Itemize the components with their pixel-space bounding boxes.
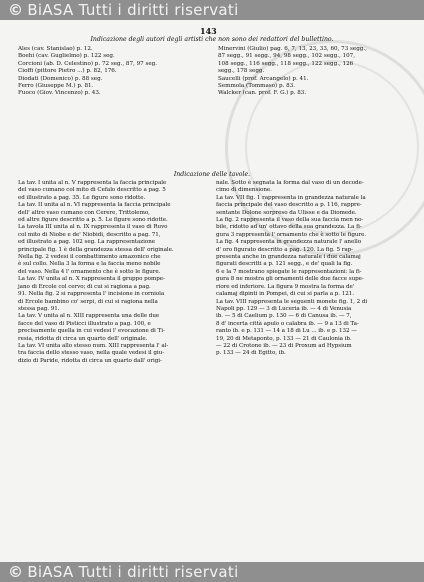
text-line: del vaso cumano col mito di Cefalo descritto a pag. 5 (18, 187, 166, 194)
index-entry: Minervini (Giulio) pag. 6, 7, 13, 23, 33, 60, 73 segg., (218, 46, 367, 52)
watermark-banner-top (0, 0, 424, 20)
text-line: presenta anche in grandezza naturale i due calamaj (216, 254, 361, 261)
text-line: sentante Dolone sorpreso da Ulisse e da Diomede. (216, 209, 357, 216)
index-entry: Boehi (cav. Guglielmo) p. 122 seg. (18, 53, 115, 60)
text-line: La fig. 4 rappresenta in grandezza naturale l' anello (216, 239, 362, 246)
watermark-text: BiASA Tutti i diritti riservati (27, 1, 239, 19)
text-line: nale. Sotto è segnata la forma dal vaso di un decode- (216, 180, 364, 186)
plates-text-right-column (216, 180, 412, 358)
index-entry: Ales (cav. Stanislao) p. 12. (18, 46, 93, 52)
text-line: ib. — 5 di Caelium p. 130 — 6 di Canusa ib. — 7, (216, 313, 352, 320)
copyright-icon: © (8, 563, 24, 581)
copyright-icon: © (8, 1, 24, 19)
text-line: La tav. IV unita al n. X rappresenta il gruppo pompe- (18, 276, 165, 283)
text-line: La tavola III unita al n. IX rappresenta il vaso di Ruvo (18, 224, 168, 231)
text-line: di Ercole bambino co' serpi, di cui si ragiona nella (18, 298, 158, 305)
text-line: ed illustrato a pag. 102 seg. La rappresentazione (18, 239, 156, 246)
text-line: La fig. 2 rappresenta il vaso della sua faccia men no- (216, 217, 364, 224)
index-entry: Cioffi (pittore Pietro ...) p. 82, 176. (18, 68, 117, 75)
text-line: stessa pag. 91. (18, 305, 60, 312)
index-entry: Saucelli (prof. Arcangelo) p. 41. (218, 75, 309, 82)
index-entry: Semmola (Tommaso) p. 83. (218, 83, 296, 90)
text-line: ed altre figure descritto a p. 5. Le figure sono ridotte. (18, 217, 168, 224)
watermark-text: BiASA Tutti i diritti riservati (27, 563, 239, 581)
text-line: La tav. VII fig. 1 rappresenta in grandezza naturale la (216, 194, 366, 201)
text-line: del vaso. Nella 4 l' ornamento che è sotto le figure. (18, 268, 161, 275)
text-line: 19, 20 di Metaponto, p. 133 — 21 di Caulonia ib. (216, 335, 352, 342)
text-line: La tav. I unita al n. V rappresenta la faccia principale (18, 180, 167, 186)
author-index-left (18, 46, 208, 98)
text-line: — 22 di Crotone ib. — 23 di Proxum ad Hypsium (216, 342, 352, 349)
text-line: figurati descritti a p. 121 segg., e de' quali la fig. (216, 261, 353, 268)
text-line: ranto ib. e p. 131 — 14 a 18 di Lu ... ib. e p. 132 — (216, 328, 357, 335)
text-line: col mito di Niobe e de' Niobidi, descritto a pag. 71, (18, 231, 161, 238)
text-line: resia, ridotta di circa un quarto dell' originale. (18, 335, 148, 342)
text-line: p. 133 — 24 di Egitto, ib. (216, 350, 286, 357)
index-entry: Walcker (can. prof. F. G.) p. 83. (218, 90, 307, 97)
index-entry: segg., 178 segg. (218, 68, 265, 75)
text-line: facce del vaso di Pisticci illustrato a pag. 100, e (18, 320, 151, 327)
text-line: precisamente quella in cui vedesi l' evocazione di Ti- (18, 328, 165, 335)
text-line: cimo di dimensione. (216, 187, 272, 194)
text-line: Nella fig. 2 vedesi il combattimento amazonico che (18, 254, 161, 261)
author-index-right (218, 46, 413, 98)
text-line: dizio di Paride, ridotta di circa un quarto dall' origi- (18, 357, 162, 364)
index-entry: 108 segg., 116 segg., 118 segg., 122 segg., 126 (218, 60, 354, 67)
text-line: gura 3 rappresenta l' ornamento che è sotto le figure. (216, 231, 367, 238)
text-line: 6 e la 7 mostrano spiegate le rappresentazioni: la fi- (216, 268, 362, 275)
text-line: calamaj dipinti in Pompei, di cui si parla a p. 121. (216, 291, 355, 298)
index-heading: Indicazione degli autori degli artisti che non sono dei redattori del bullettino. (90, 36, 334, 43)
text-line: 8 d' incerta città apulo o calabra ib. — 9 a 13 di Ta- (216, 320, 359, 327)
plates-heading: Indicazione delle tavole. (173, 171, 251, 178)
index-entry: Diodati (Domenico) p. 88 seg. (18, 75, 103, 82)
text-line: bile, ridotto ad un' ottavo della sua grandezza. La fi- (216, 224, 362, 231)
plates-text-left-column (18, 180, 210, 365)
text-line: La tav. VIII rappresenta le seguenti monete fig. 1, 2 di (216, 298, 368, 305)
text-line: riore ed inferiore. La figura 9 mostra la forma de' (216, 283, 355, 290)
text-line: La tav. II unita al n. VI rappresenta la faccia principale (18, 202, 171, 209)
text-line: d' oro figurato descritto a pag. 120. La fig. 5 rap- (216, 246, 353, 253)
text-line: principale fig. 1 è della grandezza stessa dell' originale. (18, 246, 174, 253)
index-entry: Ferro (Giuseppe M.) p. 81. (18, 83, 94, 90)
text-line: 91. Nella fig. 2 si rappresenta l' incisione in corniola (18, 291, 165, 298)
index-entry: Corcioni (ab. D. Celestino) p. 72 seg., 87, 97 seg. (18, 60, 158, 67)
text-line: ed illustrato a pag. 35. Le figure sono ridotte. (18, 194, 146, 201)
text-line: gura 8 ne mostra gli ornamenti delle due facce supe- (216, 276, 364, 283)
text-line: La tav. V unita al n. XIII rappresenta una delle due (18, 313, 160, 320)
text-line: è sul collo. Nella 3 la forma e la faccia meno nobile (18, 261, 161, 268)
text-line: dell' altro vaso cumano con Cerere, Trittolemo, (18, 209, 150, 216)
text-line: faccia principale del vaso descritto a p. 116, rappre- (216, 202, 362, 209)
watermark-banner-bottom (0, 562, 424, 582)
text-line: jano di Ercole col cervo; di cui si ragiona a pag. (18, 283, 151, 290)
text-line: Napoli pp. 129 — 3 di Luceria ib. — 4 di Venusia (216, 305, 352, 312)
text-line: La tav. VI unita allo stesso num. XIII rappresenta l' al- (18, 342, 169, 349)
index-entry: Fuoco (Giov. Vincenzo) p. 43. (18, 90, 101, 97)
index-entry: 87 segg., 91 segg., 94, 98 segg., 102 segg., 107, (218, 53, 355, 60)
page-number: 143 (200, 26, 217, 36)
text-line: tra faccia dello stesso vaso, nella quale vedesi il giu- (18, 350, 165, 357)
